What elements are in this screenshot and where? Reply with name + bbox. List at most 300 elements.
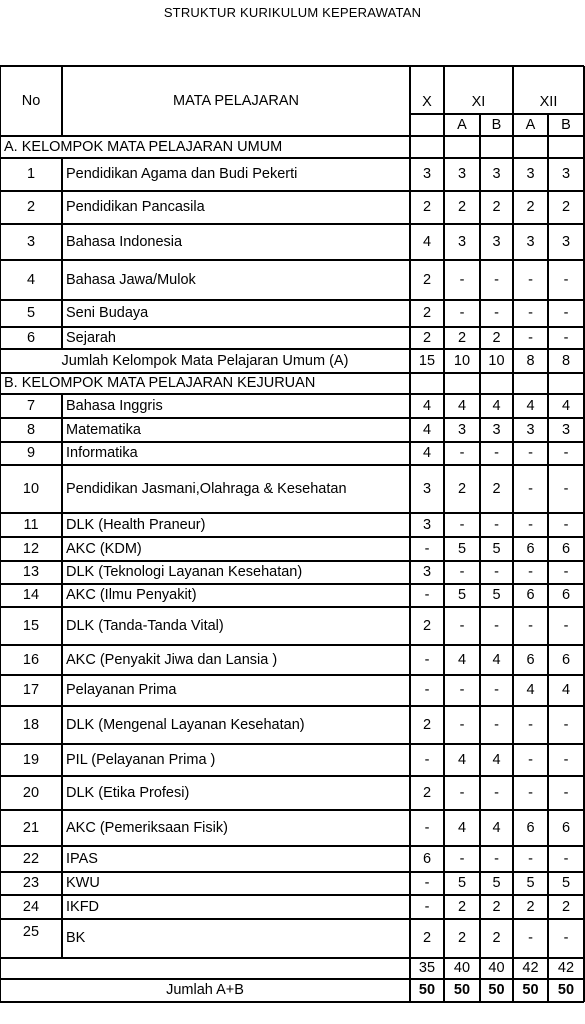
grid-line xyxy=(443,675,444,706)
hours-xiia: - xyxy=(528,564,533,581)
hours-xib: 3 xyxy=(492,233,501,250)
grid-line xyxy=(479,706,480,744)
grid-line xyxy=(409,561,411,584)
row-number: 12 xyxy=(22,540,40,557)
row-number: 6 xyxy=(26,329,36,346)
row-number: 16 xyxy=(22,651,40,668)
subtotal-x: 35 xyxy=(418,960,436,977)
grid-line xyxy=(512,300,513,327)
grid-line xyxy=(547,191,548,224)
subject-name: Bahasa Jawa/Mulok xyxy=(66,271,196,288)
grid-line xyxy=(409,776,411,810)
subject-name: AKC (Ilmu Penyakit) xyxy=(66,587,197,604)
hours-xia: 5 xyxy=(457,875,467,892)
grid-line xyxy=(443,607,444,645)
subject-name: DLK (Mengenal Layanan Kesehatan) xyxy=(66,716,305,733)
hours-xiib: - xyxy=(563,271,569,288)
grid-line xyxy=(547,394,548,418)
hours-xiib: 4 xyxy=(561,397,571,414)
hours-x: 4 xyxy=(422,233,432,250)
grid-line xyxy=(479,979,480,1002)
total-xib: 50 xyxy=(488,982,505,999)
grid-line xyxy=(0,871,584,873)
subject-name: Pelayanan Prima xyxy=(66,682,177,699)
header-no: No xyxy=(21,92,41,109)
grid-line xyxy=(512,584,513,607)
hours-x: 4 xyxy=(422,397,432,414)
hours-xiia: - xyxy=(528,930,533,947)
grid-line xyxy=(479,327,480,349)
grid-line xyxy=(547,114,548,136)
hours-xiib: - xyxy=(563,445,569,462)
grid-line xyxy=(443,958,444,979)
grid-line xyxy=(61,260,63,300)
grid-line xyxy=(479,584,480,607)
grid-line xyxy=(0,743,584,745)
header-xi-b: B xyxy=(491,116,502,133)
row-number: 25 xyxy=(22,924,40,940)
grid-line xyxy=(512,418,513,442)
hours-xia: 3 xyxy=(457,166,467,183)
grid-line xyxy=(409,895,411,919)
grid-line xyxy=(409,513,411,537)
grid-line xyxy=(479,607,480,645)
grid-line xyxy=(0,190,584,192)
subtotal-xia: 40 xyxy=(453,960,471,977)
grid-line xyxy=(409,418,411,442)
hours-x: 3 xyxy=(422,480,432,497)
grid-line xyxy=(0,372,584,374)
hours-x: 2 xyxy=(422,329,432,346)
subject-name: AKC (Pemeriksaan Fisik) xyxy=(66,819,228,836)
grid-line xyxy=(547,645,548,675)
grid-line xyxy=(547,513,548,537)
grid-line xyxy=(443,349,444,373)
grid-line xyxy=(547,136,548,158)
grid-line xyxy=(443,776,444,810)
grid-line xyxy=(479,872,480,895)
hours-xiia: - xyxy=(528,480,533,497)
grid-line xyxy=(547,327,548,349)
row-number: 19 xyxy=(22,751,40,768)
hours-x: 2 xyxy=(422,617,432,634)
subtotal-label: Jumlah Kelompok Mata Pelajaran Umum (A) xyxy=(61,352,349,369)
row-number: 2 xyxy=(26,199,36,216)
subject-name: DLK (Etika Profesi) xyxy=(66,784,190,801)
subtotal-x: 15 xyxy=(418,352,436,369)
grid-line xyxy=(512,607,513,645)
hours-xiib: - xyxy=(563,716,569,733)
grid-line xyxy=(547,846,548,872)
grid-line xyxy=(547,584,548,607)
hours-xib: - xyxy=(494,617,499,634)
row-number: 21 xyxy=(22,819,40,836)
grid-line xyxy=(512,327,513,349)
hours-xiib: 3 xyxy=(561,233,571,250)
grid-line xyxy=(443,327,444,349)
grid-line xyxy=(409,810,411,846)
grid-line xyxy=(61,513,63,537)
row-number: 10 xyxy=(22,480,40,497)
hours-xib: 3 xyxy=(492,421,501,438)
hours-xiib: 6 xyxy=(561,651,571,668)
grid-line xyxy=(479,394,480,418)
hours-x: 2 xyxy=(422,716,432,733)
grid-line xyxy=(547,675,548,706)
subtotal-label xyxy=(0,958,410,979)
grid-line xyxy=(547,158,548,191)
grid-line xyxy=(547,537,548,561)
hours-x: 4 xyxy=(422,445,432,462)
grid-line xyxy=(61,810,63,846)
grid-line xyxy=(512,66,513,136)
hours-x: 4 xyxy=(422,421,432,438)
hours-xia: 4 xyxy=(457,651,467,668)
hours-xib: - xyxy=(494,305,499,322)
hours-xib: 4 xyxy=(492,397,501,414)
grid-line xyxy=(547,224,548,260)
hours-x: 6 xyxy=(422,850,432,867)
hours-xiia: 5 xyxy=(526,875,535,892)
grid-line xyxy=(61,191,63,224)
hours-xib: 2 xyxy=(492,480,501,497)
hours-xiia: - xyxy=(528,751,533,768)
total-x: 50 xyxy=(418,982,436,999)
hours-xib: 5 xyxy=(492,540,501,557)
grid-line xyxy=(547,979,548,1002)
grid-line xyxy=(547,895,548,919)
hours-xiia: - xyxy=(528,850,533,867)
grid-line xyxy=(547,373,548,394)
subject-name: Pendidikan Agama dan Budi Pekerti xyxy=(66,166,298,183)
grid-line xyxy=(547,958,548,979)
grid-line xyxy=(409,224,411,260)
grid-line xyxy=(512,442,513,465)
hours-xib: - xyxy=(494,682,499,699)
grid-line xyxy=(479,191,480,224)
row-number: 18 xyxy=(22,716,40,733)
grid-line xyxy=(547,744,548,776)
grid-line xyxy=(443,394,444,418)
grid-line xyxy=(409,260,411,300)
hours-xib: - xyxy=(494,564,499,581)
hours-xia: 2 xyxy=(457,930,467,947)
grid-line xyxy=(61,300,63,327)
subject-name: DLK (Health Praneur) xyxy=(66,516,206,533)
hours-xiia: 3 xyxy=(526,421,535,438)
grid-line xyxy=(479,561,480,584)
grid-line xyxy=(0,65,584,67)
hours-xia: - xyxy=(459,271,465,288)
hours-xiia: - xyxy=(528,716,533,733)
grid-line xyxy=(409,442,411,465)
subject-name: Seni Budaya xyxy=(66,305,149,322)
grid-line xyxy=(512,465,513,513)
grid-line xyxy=(512,224,513,260)
hours-xia: - xyxy=(459,850,465,867)
grid-line xyxy=(409,675,411,706)
hours-x: - xyxy=(424,682,430,699)
hours-xib: - xyxy=(494,271,499,288)
grid-line xyxy=(409,979,411,1002)
grid-line xyxy=(512,260,513,300)
hours-xiib: - xyxy=(563,480,569,497)
hours-x: - xyxy=(424,819,430,836)
grid-line xyxy=(547,465,548,513)
grid-line xyxy=(443,158,444,191)
grid-line xyxy=(0,393,584,395)
hours-xib: - xyxy=(494,850,499,867)
grid-line xyxy=(479,300,480,327)
grid-line xyxy=(61,706,63,744)
hours-xiib: - xyxy=(563,850,569,867)
row-number: 13 xyxy=(22,564,40,581)
row-number: 5 xyxy=(26,305,36,322)
grid-line xyxy=(409,300,411,327)
grid-line xyxy=(409,958,411,979)
hours-xia: 2 xyxy=(457,199,467,216)
document-title: STRUKTUR KURIKULUM KEPERAWATAN xyxy=(163,5,422,20)
grid-line xyxy=(479,744,480,776)
grid-line xyxy=(0,157,584,159)
hours-xiib: 6 xyxy=(561,540,571,557)
grid-line xyxy=(512,158,513,191)
hours-xiia: - xyxy=(528,784,533,801)
grid-line xyxy=(61,418,63,442)
grid-line xyxy=(479,418,480,442)
grid-line xyxy=(61,675,63,706)
grid-line xyxy=(512,645,513,675)
hours-xia: - xyxy=(459,716,465,733)
grid-line xyxy=(479,158,480,191)
grid-line xyxy=(0,560,584,562)
subject-name: IPAS xyxy=(66,850,98,867)
subtotal-xia: 10 xyxy=(453,352,471,369)
grid-line xyxy=(443,300,444,327)
grid-line xyxy=(512,191,513,224)
grid-line xyxy=(61,645,63,675)
subject-name: Matematika xyxy=(66,421,141,438)
hours-xiia: - xyxy=(528,305,533,322)
grid-line xyxy=(0,536,584,538)
grid-line xyxy=(61,66,63,136)
hours-xib: - xyxy=(494,516,499,533)
hours-x: 2 xyxy=(422,199,432,216)
subtotal-xiia: 42 xyxy=(522,960,539,977)
hours-xia: - xyxy=(459,682,465,699)
grid-line xyxy=(61,607,63,645)
hours-xiib: 4 xyxy=(561,682,571,699)
grid-line xyxy=(409,872,411,895)
grid-line xyxy=(512,744,513,776)
hours-x: - xyxy=(424,875,430,892)
grid-line xyxy=(479,537,480,561)
grid-line xyxy=(0,417,584,419)
grid-line xyxy=(0,705,584,707)
grid-line xyxy=(61,744,63,776)
grid-line xyxy=(547,349,548,373)
hours-xia: 2 xyxy=(457,480,467,497)
grid-line xyxy=(479,675,480,706)
grid-line xyxy=(61,584,63,607)
hours-xiib: 2 xyxy=(561,898,571,915)
row-number: 15 xyxy=(22,617,40,634)
hours-xiia: 6 xyxy=(526,587,535,604)
hours-xib: 4 xyxy=(492,651,501,668)
grid-line xyxy=(443,919,444,958)
grid-line xyxy=(443,846,444,872)
header-class-xii: XII xyxy=(539,93,558,110)
grid-line xyxy=(547,919,548,958)
grid-line xyxy=(443,584,444,607)
hours-xiib: - xyxy=(563,329,569,346)
grid-line xyxy=(512,675,513,706)
grid-line xyxy=(409,136,411,158)
grid-line xyxy=(547,706,548,744)
grid-line xyxy=(61,158,63,191)
grid-line xyxy=(0,644,584,646)
hours-x: 3 xyxy=(422,166,432,183)
grid-line xyxy=(0,918,584,920)
grid-line xyxy=(547,300,548,327)
grid-line xyxy=(479,373,480,394)
grid-line xyxy=(479,919,480,958)
grid-line xyxy=(61,776,63,810)
hours-xiib: 6 xyxy=(561,587,571,604)
hours-xia: - xyxy=(459,564,465,581)
hours-xiia: - xyxy=(528,271,533,288)
grid-line xyxy=(409,645,411,675)
grid-line xyxy=(61,846,63,872)
grid-line xyxy=(409,537,411,561)
grid-line xyxy=(409,394,411,418)
hours-xiib: - xyxy=(563,784,569,801)
hours-xiib: - xyxy=(563,305,569,322)
total-xiia: 50 xyxy=(522,982,539,999)
grid-line xyxy=(0,464,584,466)
grid-line xyxy=(443,191,444,224)
grid-line xyxy=(0,978,584,980)
hours-xib: 3 xyxy=(492,166,501,183)
grid-line xyxy=(0,674,584,676)
grid-line xyxy=(479,136,480,158)
hours-xiib: 3 xyxy=(561,421,571,438)
grid-line xyxy=(0,223,584,225)
grid-line xyxy=(479,846,480,872)
grid-line xyxy=(409,706,411,744)
row-number: 11 xyxy=(23,516,39,533)
hours-xib: 4 xyxy=(492,751,501,768)
grid-line xyxy=(443,513,444,537)
grid-line xyxy=(479,513,480,537)
grid-line xyxy=(512,810,513,846)
hours-xib: - xyxy=(494,716,499,733)
grid-line xyxy=(512,895,513,919)
hours-xia: 3 xyxy=(457,421,467,438)
hours-x: - xyxy=(424,540,430,557)
row-number: 20 xyxy=(22,784,40,801)
grid-line xyxy=(0,512,584,514)
section-title: B. KELOMPOK MATA PELAJARAN KEJURUAN xyxy=(4,375,316,392)
hours-xia: - xyxy=(459,516,465,533)
row-number: 8 xyxy=(26,421,36,438)
hours-xia: - xyxy=(459,617,465,634)
grid-line xyxy=(547,607,548,645)
hours-x: 2 xyxy=(422,271,432,288)
hours-xib: - xyxy=(494,784,499,801)
grid-line xyxy=(409,191,411,224)
subject-name: Bahasa Indonesia xyxy=(66,233,183,250)
grid-line xyxy=(443,136,444,158)
hours-x: 3 xyxy=(422,564,432,581)
grid-line xyxy=(512,394,513,418)
hours-xiib: 6 xyxy=(561,819,571,836)
hours-xiib: - xyxy=(563,516,569,533)
grid-line xyxy=(409,607,411,645)
row-number: 4 xyxy=(26,271,36,288)
grid-line xyxy=(512,373,513,394)
grid-line xyxy=(443,810,444,846)
grid-line xyxy=(479,465,480,513)
row-number: 14 xyxy=(22,587,40,604)
total-label: Jumlah A+B xyxy=(166,982,244,999)
header-class-xi: XI xyxy=(471,93,486,110)
grid-line xyxy=(443,66,444,136)
hours-xiib: 5 xyxy=(561,875,571,892)
curriculum-table xyxy=(0,66,584,1024)
hours-xia: 4 xyxy=(457,397,467,414)
hours-xia: 3 xyxy=(457,233,467,250)
subject-name: IKFD xyxy=(66,898,100,915)
hours-xiia: 6 xyxy=(526,819,535,836)
hours-xia: - xyxy=(459,784,465,801)
grid-line xyxy=(0,135,584,137)
header-subject: MATA PELAJARAN xyxy=(173,92,299,109)
hours-xiib: 3 xyxy=(561,166,571,183)
row-number: 1 xyxy=(26,166,36,183)
grid-line xyxy=(512,136,513,158)
hours-xib: 2 xyxy=(492,199,501,216)
header-xii-b: B xyxy=(561,116,571,133)
grid-line xyxy=(409,373,411,394)
grid-line xyxy=(479,224,480,260)
grid-line xyxy=(479,895,480,919)
subtotal-xib: 40 xyxy=(488,960,505,977)
row-number: 17 xyxy=(22,682,40,699)
grid-line xyxy=(0,66,1,1002)
header-xii-a: A xyxy=(525,116,536,133)
subtotal-xiia: 8 xyxy=(526,352,535,369)
grid-line xyxy=(443,537,444,561)
subject-name: AKC (Penyakit Jiwa dan Lansia ) xyxy=(66,651,278,668)
row-number: 7 xyxy=(26,397,36,414)
grid-line xyxy=(443,418,444,442)
grid-line xyxy=(0,259,584,261)
grid-line xyxy=(547,561,548,584)
hours-xiib: - xyxy=(563,564,569,581)
hours-xiia: 4 xyxy=(526,682,535,699)
grid-line xyxy=(547,776,548,810)
header-xi-a: A xyxy=(457,116,467,133)
grid-line xyxy=(61,394,63,418)
subject-name: Pendidikan Pancasila xyxy=(66,199,205,216)
row-number: 22 xyxy=(22,850,40,867)
hours-xia: 5 xyxy=(457,540,467,557)
hours-xiia: 3 xyxy=(526,233,535,250)
grid-line xyxy=(0,894,584,896)
hours-xia: 4 xyxy=(457,751,467,768)
subtotal-xiib: 42 xyxy=(557,960,575,977)
